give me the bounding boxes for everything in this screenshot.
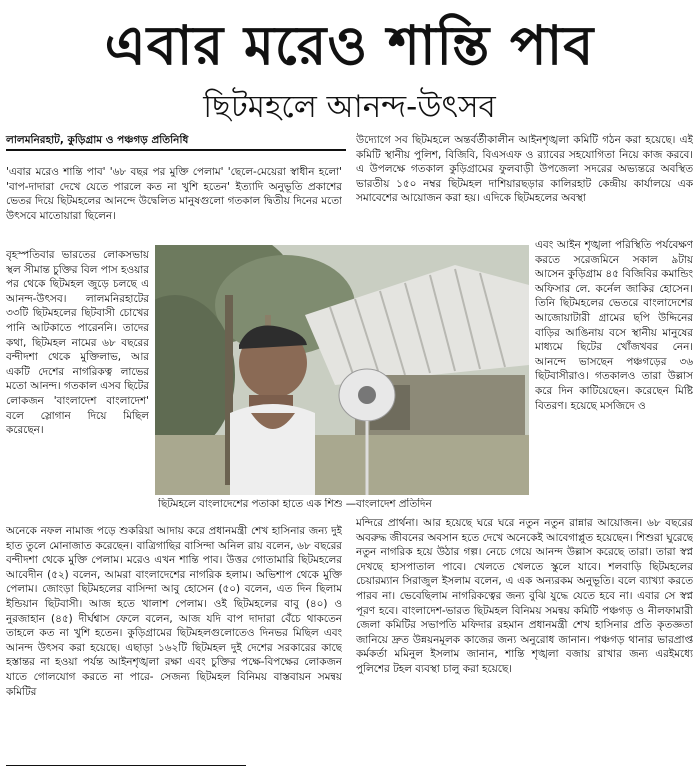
column1-intro: 'এবার মরেও শান্তি পাব' '৬৮ বছর পর মুক্তি পেলাম' 'ছেলে-মেয়েরা স্বাধীন হলো' 'বাপ-দাদারা দেখে যেতে পারলে কত না খুশি হতেন' ইত্যাদি অনুভূতি প্রকাশের ভেতর দিয়ে ছিটমহলের আনন্দে উদ্বেলিত মানুষগুলো গতকাল দ্বিতীয় দিনের মতো উৎসবে মাতোয়ারা ছিলেন। xyxy=(6,166,342,222)
column2-side-text: এবং আইন শৃঙ্খলা পরিস্থিতি পর্যবেক্ষণ করতে সরেজমিনে সকাল ৯টায় আসেন কুড়িগ্রাম ৪৫ বিজিবির কমান্ডিং অফিসার লে. কর্নেল জাকির হোসেন। তিনি ছিটমহলের ভেতরে বাংলাদেশের আজোয়াটারী গ্রামের ছপি উদ্দিনের বাড়ির আঙিনায় বসে স্থানীয় মানুষের মাধ্যমে ছিটের খোঁজখবর নেন। আনন্দে ভাসছেন পঞ্চগড়ের ৩৬ ছিটবাসীরাও। গতকালও তারা উল্লাস করে দিন কাটিয়েছেন। করেছেন মিষ্টি বিতরণ। হয়েছে মসজিদে ও xyxy=(535,239,693,412)
byline: লালমনিরহাট, কুড়িগ্রাম ও পঞ্চগড় প্রতিনিধি xyxy=(6,133,346,151)
news-photo xyxy=(155,245,529,495)
photo-caption: ছিটমহলে বাংলাদেশের পতাকা হাতে এক শিশু —বাংলাদেশ প্রতিদিন xyxy=(158,498,432,510)
column1-side-text: বৃহস্পতিবার ভারতের লোকসভায় স্থল সীমান্ত চুক্তির বিল পাস হওয়ার পর থেকে ছিটমহল জুড়ে চলছে এ আনন্দ-উৎসব। লালমনিরহাটের ৩৩টি ছিটমহলের ছিটবাসী চোখের পানি আটকাতে পারেননি। তাদের কথা, ছিটমহল নামের ৬৮ বছরের বন্দীদশা থেকে মুক্তিলাভ, আর একটি দেশের নাগরিকত্ব লাভের মতো আনন্দ। গতকাল এসব ছিটের লোকজন 'বাংলাদেশ বাংলাদেশ' বলে স্লোগান দিয়ে মিছিল করেছেন। xyxy=(6,249,149,437)
subheadline: ছিটমহলে আনন্দ-উৎসব xyxy=(203,89,496,125)
bottom-rule xyxy=(6,765,246,766)
headline: এবার মরেও শান্তি পাব xyxy=(104,14,595,77)
column2-bottom-text: মন্দিরে প্রার্থনা। আর হয়েছে ঘরে ঘরে নতুন নতুন রান্নার আয়োজন। ৬৮ বছরের অবরুদ্ধ জীবনের অবসান হতে দেখে অনেকেই আবেগাপ্লুত হয়েছেন। শিশুরা ঘুরেছে নতুন নাগরিক হয়ে উঠার গল্প। নেচে গেয়ে আনন্দ উল্লাস করেছে তারা। তারা স্বপ্ন দেখছে হাসপাতাল পাবে। খেলতে খেলতে স্কুলে যাবে। শলবাড়ি ছিটমহলের চেয়ারম্যান সিরাজুল ইসলাম বলেন, এ এক অন্যরকম অনুভূতি। বলে ব্যাখ্যা করতে পারব না। ভেবেছিলাম নাগরিকত্বের জন্য বুঝি যুদ্ধে যেতে হবে না। এবার সে স্বপ্ন পূরণ হবে। বাংলাদেশ-ভারত ছিটমহল বিনিময় সমন্বয় কমিটি পঞ্চগড় ও নীলফামারী জেলা কমিটির সভাপতি মফিদার রহমান প্রধানমন্ত্রী শেখ হাসিনার প্রতি কৃতজ্ঞতা জানিয়ে দ্রুত উন্নয়নমূলক কাজের জন্য অনুরোধ জানান। পঞ্চগড় থানার ভারপ্রাপ্ত কর্মকর্তা মমিনুল ইসলাম জানান, শান্তি শৃঙ্খলা বজায় রাখার জন্য এরইমধ্যে পুলিশের টহল ব্যবস্থা চালু করা হয়েছে। xyxy=(356,517,693,675)
column2-top-text: উদ্যোগে সব ছিটমহলে অন্তর্বর্তীকালীন আইনশৃঙ্খলা কমিটি গঠন করা হয়েছে। এই কমিটি স্থানীয় পুলিশ, বিজিবি, বিএসএফ ও র‌্যাবের সহযোগিতা নিয়ে কাজ করবে। এ উপলক্ষে গতকাল কুড়িগ্রামের ফুলবাড়ী উপজেলা সদরের অভ্যন্তরে অবস্থিত ভারতীয় ১৫০ নম্বর ছিটমহল দাশিয়ারছড়ার কালিরহাট কেন্দ্রীয় কার্যালয়ে এক সমাবেশের আয়োজন করা হয়। এদিকে ছিটমহলের অবস্থা xyxy=(356,134,693,205)
column1-bottom-text: অনেকে নফল নামাজ পড়ে শুকরিয়া আদায় করে প্রধানমন্ত্রী শেখ হাসিনার জন্য দুই হাত তুলে মোনাজাত করেছেন। বাত্রিগাছির বাসিন্দা অনিল রায় বলেন, ৬৮ বছরের বন্দীদশা থেকে মুক্তি পেলাম। মরেও এখন শান্তি পাব। উত্তর গোতামারি ছিটমহলের আবেদীন (৫২) বলেন, আমরা বাংলাদেশের নাগরিক হলাম। অভিশাপ থেকে মুক্তি পেলাম। জোংড়া ছিটমহলের বাসিন্দা আবু হোসেন (৫০) বলেন, এত দিন ছিলাম ইন্ডিয়ান ছিটবাসী। আজ হতে খালাশ পেলাম। ওই ছিটমহলের বাবু (৪০) ও নুরজাহান (৪৫) দীর্ঘশ্বাস ফেলে বলেন, আজ যদি বাপ দাদারা বেঁচে থাকতেন তাহলে কত না খুশি হতেন। কুড়িগ্রামের ছিটমহলগুলোতেও দিনভর মিছিল এবং আনন্দ উৎসব করা হয়েছে। এছাড়া ১৬২টি ছিটমহল দুই দেশের সরকারের কাছে হস্তান্তর না হওয়া পর্যন্ত আইনশৃঙ্খলা রক্ষা এবং চুক্তির পক্ষে-বিপক্ষের লোকজন যাতে গোলযোগ করতে না পারে- সেজন্য ছিটমহল বিনিময় বাস্তবায়ন সমন্বয় কমিটির xyxy=(6,525,342,698)
